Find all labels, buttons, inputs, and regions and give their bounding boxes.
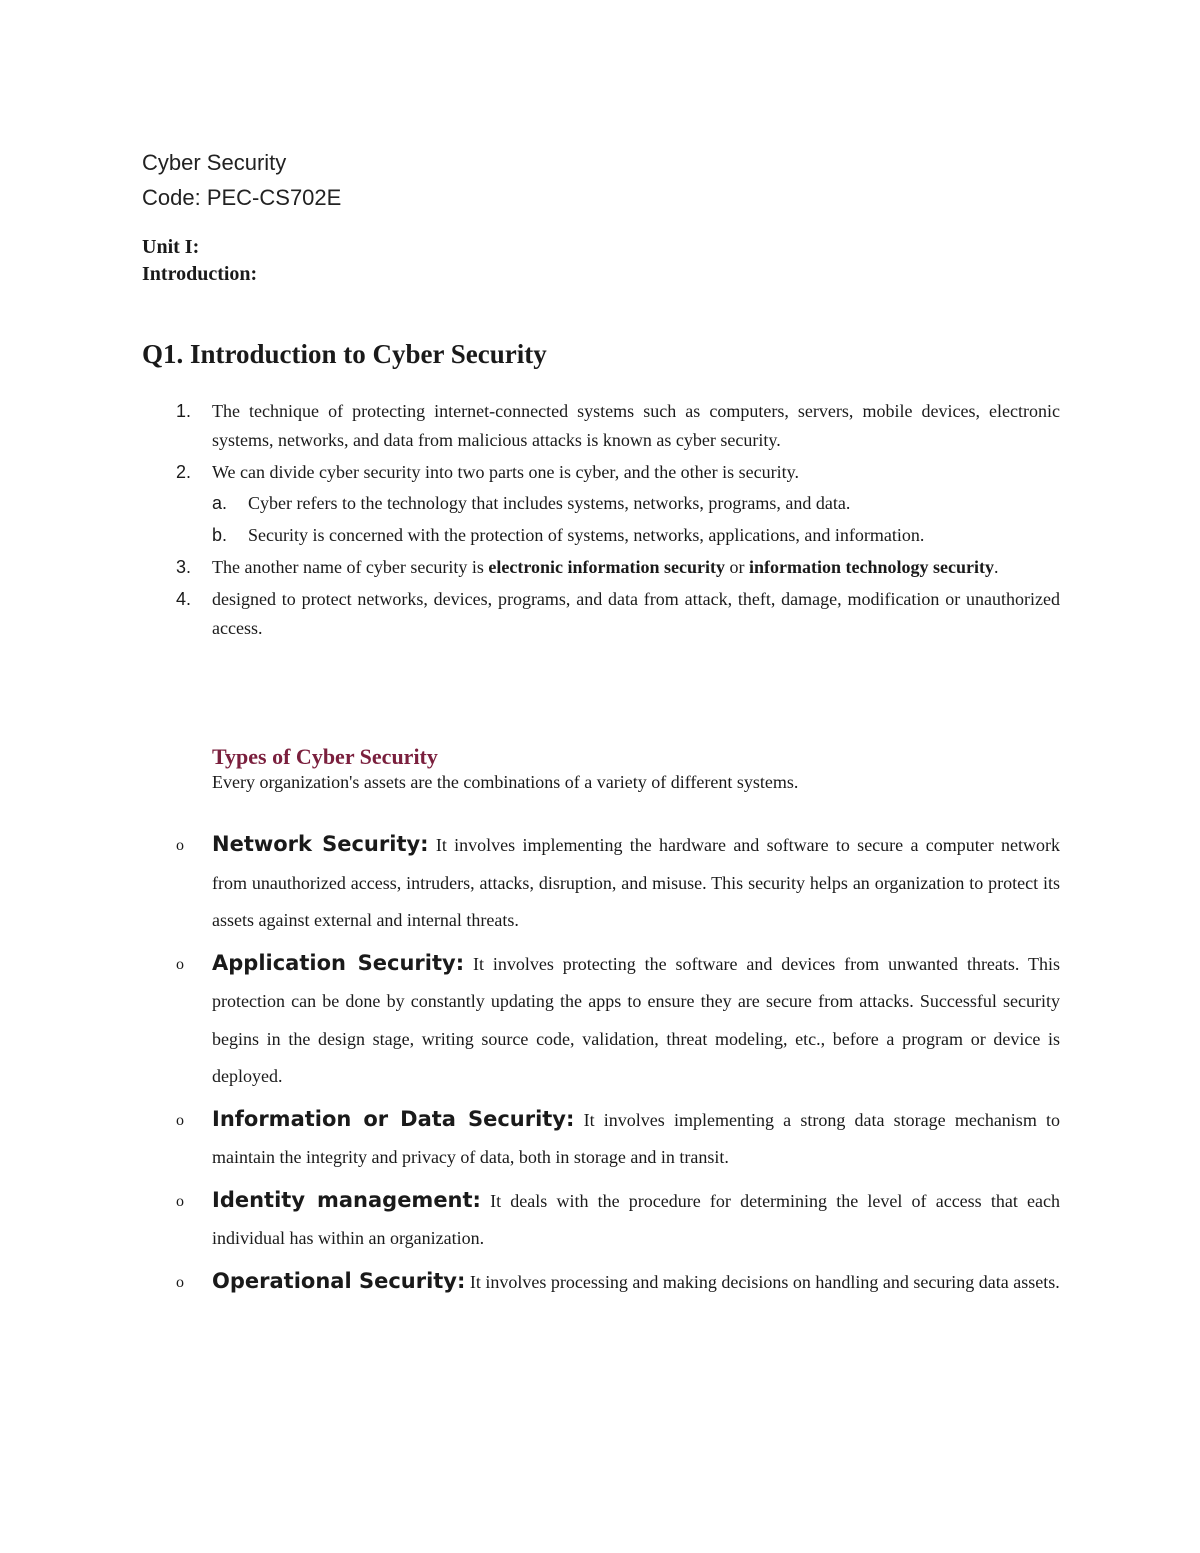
list-item-text: . — [993, 557, 999, 577]
types-list — [142, 826, 1060, 1306]
type-term: Operational Security: — [212, 1268, 466, 1293]
sub-list — [212, 489, 1060, 550]
list-item — [142, 1101, 1060, 1177]
bullet-marker: o — [176, 837, 184, 854]
sub-list-marker: b. — [212, 525, 228, 545]
bullet-marker: o — [176, 1111, 184, 1129]
type-description: It involves protecting the software and devices from unwanted threats. This protection can be done by constantly updating the apps to ensure they are secure from attacks. Successful security begins in the design stage, writing source code, validation, threat modeling, etc., before a program or device is deployed. — [212, 953, 1060, 1086]
list-item-text: or — [725, 557, 749, 577]
question-heading: Q1. Introduction to Cyber Security — [142, 339, 547, 369]
type-term: Identity management: — [212, 1187, 481, 1212]
list-marker: 1. — [176, 401, 192, 421]
bullet-marker: o — [176, 955, 184, 973]
type-term: Network Security: — [212, 832, 429, 856]
sub-list-item-text: Security is concerned with the protection of systems, networks, applications, and information. — [248, 525, 925, 545]
list-item — [142, 585, 1060, 643]
list-item-text: The another name of cyber security is — [212, 557, 489, 577]
list-marker: 3. — [176, 557, 192, 577]
list-item-text: designed to protect networks, devices, programs, and data from attack, theft, damage, modification or unauthorized access. — [212, 589, 1060, 638]
type-description: It deals with the procedure for determining the level of access that each individual has within an organization. — [212, 1190, 1060, 1248]
list-item-text: We can divide cyber security into two parts one is cyber, and the other is security. — [212, 462, 799, 482]
sub-list-marker: a. — [212, 493, 228, 513]
type-term: Information or Data Security: — [212, 1106, 575, 1131]
type-description: It involves processing and making decisions on handling and securing data assets. — [465, 1271, 1060, 1292]
numbered-list — [142, 397, 1060, 646]
list-marker: 4. — [176, 589, 192, 609]
bullet-marker: o — [176, 1273, 184, 1291]
bold-term: information technology security — [749, 557, 994, 577]
list-item — [142, 553, 1060, 582]
course-title: Cyber Security — [142, 150, 287, 175]
list-item — [142, 1182, 1060, 1258]
list-item — [142, 1263, 1060, 1302]
list-item-text: The technique of protecting internet-connected systems such as computers, servers, mobile devices, electronic systems, networks, and data from malicious attacks is known as cyber security. — [212, 401, 1060, 450]
type-description: It involves implementing the hardware and software to secure a computer network from unauthorized access, intruders, attacks, disruption, and misuse. This security helps an organization to protect its assets against external and internal threats. — [212, 835, 1061, 930]
type-term: Application Security: — [212, 950, 465, 975]
sub-list-item — [212, 521, 1060, 550]
types-intro: Every organization's assets are the combinations of a variety of different systems. — [212, 772, 799, 792]
type-description: It involves implementing a strong data storage mechanism to maintain the integrity and privacy of data, both in storage and in transit. — [212, 1109, 1061, 1167]
bold-term: electronic information security — [488, 557, 725, 577]
list-item — [142, 826, 1060, 940]
list-item — [142, 397, 1060, 455]
sub-list-item-text: Cyber refers to the technology that includes systems, networks, programs, and data. — [248, 493, 851, 513]
list-item — [142, 945, 1060, 1096]
section-label: Introduction: — [142, 263, 258, 285]
sub-list-item — [212, 489, 1060, 518]
list-item — [142, 458, 1060, 550]
types-heading: Types of Cyber Security — [212, 744, 438, 769]
bullet-marker: o — [176, 1192, 184, 1210]
course-code: Code: PEC-CS702E — [142, 185, 342, 210]
list-marker: 2. — [176, 462, 192, 482]
unit-label: Unit I: — [142, 236, 200, 258]
